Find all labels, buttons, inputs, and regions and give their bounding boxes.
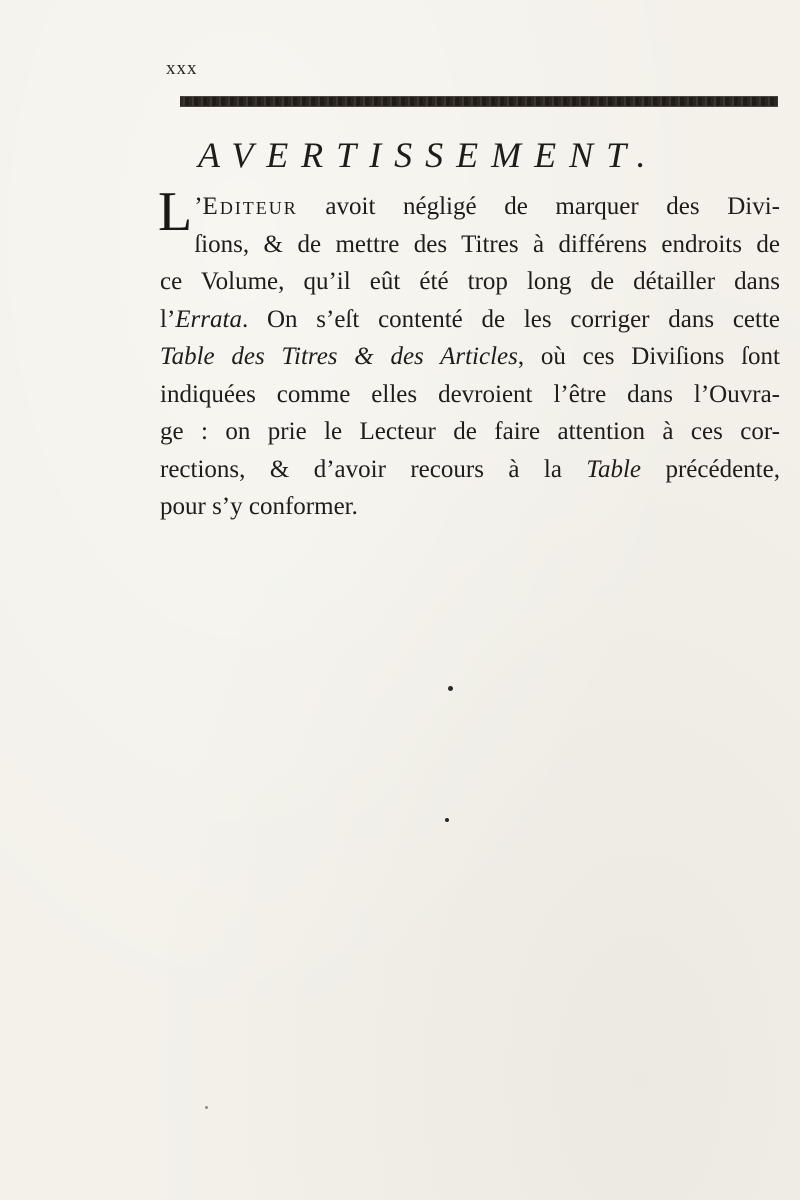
text-segment: l’ bbox=[160, 305, 176, 333]
text-segment: rections, & d’avoir recours à la bbox=[160, 455, 587, 483]
page-heading: AVERTISSEMENT. bbox=[198, 135, 659, 175]
text-line bbox=[160, 376, 780, 414]
text-segment: Table des Titres & des Articles bbox=[160, 343, 518, 370]
text-line bbox=[160, 188, 780, 226]
ink-speck bbox=[448, 686, 453, 691]
ink-speck bbox=[445, 818, 449, 822]
text-line bbox=[160, 338, 780, 376]
text-segment: ’ bbox=[194, 193, 203, 220]
text-line bbox=[160, 226, 780, 264]
text-segment: Table bbox=[586, 455, 642, 483]
text-segment: indiquées comme elles devroient l’être dans l’Ouvra- bbox=[160, 380, 780, 408]
text-line bbox=[160, 413, 780, 451]
text-segment: . On s’eſt contenté de les corriger dans cette bbox=[241, 305, 780, 333]
ornamental-rule bbox=[180, 96, 778, 107]
text-segment: ge : on prie le Lecteur de faire attention à ces cor- bbox=[160, 418, 780, 445]
text-line bbox=[160, 488, 780, 526]
text-segment: Errata bbox=[175, 305, 242, 333]
text-segment: , où ces Diviſions ſont bbox=[517, 343, 780, 370]
text-line bbox=[160, 451, 780, 489]
text-line bbox=[160, 301, 780, 339]
text-segment: ce Volume, qu’il eût été trop long de détailler dans bbox=[160, 268, 780, 295]
text-segment: Editeur bbox=[202, 193, 298, 220]
ink-speck bbox=[205, 1106, 208, 1109]
text-segment: avoit négligé de marquer des Divi- bbox=[297, 193, 780, 220]
drop-cap-letter: L bbox=[158, 181, 193, 243]
page-number: xxx bbox=[166, 58, 198, 79]
text-segment: ſions, & de mettre des Titres à différens endroits de bbox=[194, 230, 780, 258]
text-segment: précédente, bbox=[641, 455, 780, 483]
text-segment: pour s’y conformer. bbox=[160, 493, 358, 520]
body-paragraph bbox=[158, 181, 780, 526]
text-line bbox=[160, 263, 780, 301]
